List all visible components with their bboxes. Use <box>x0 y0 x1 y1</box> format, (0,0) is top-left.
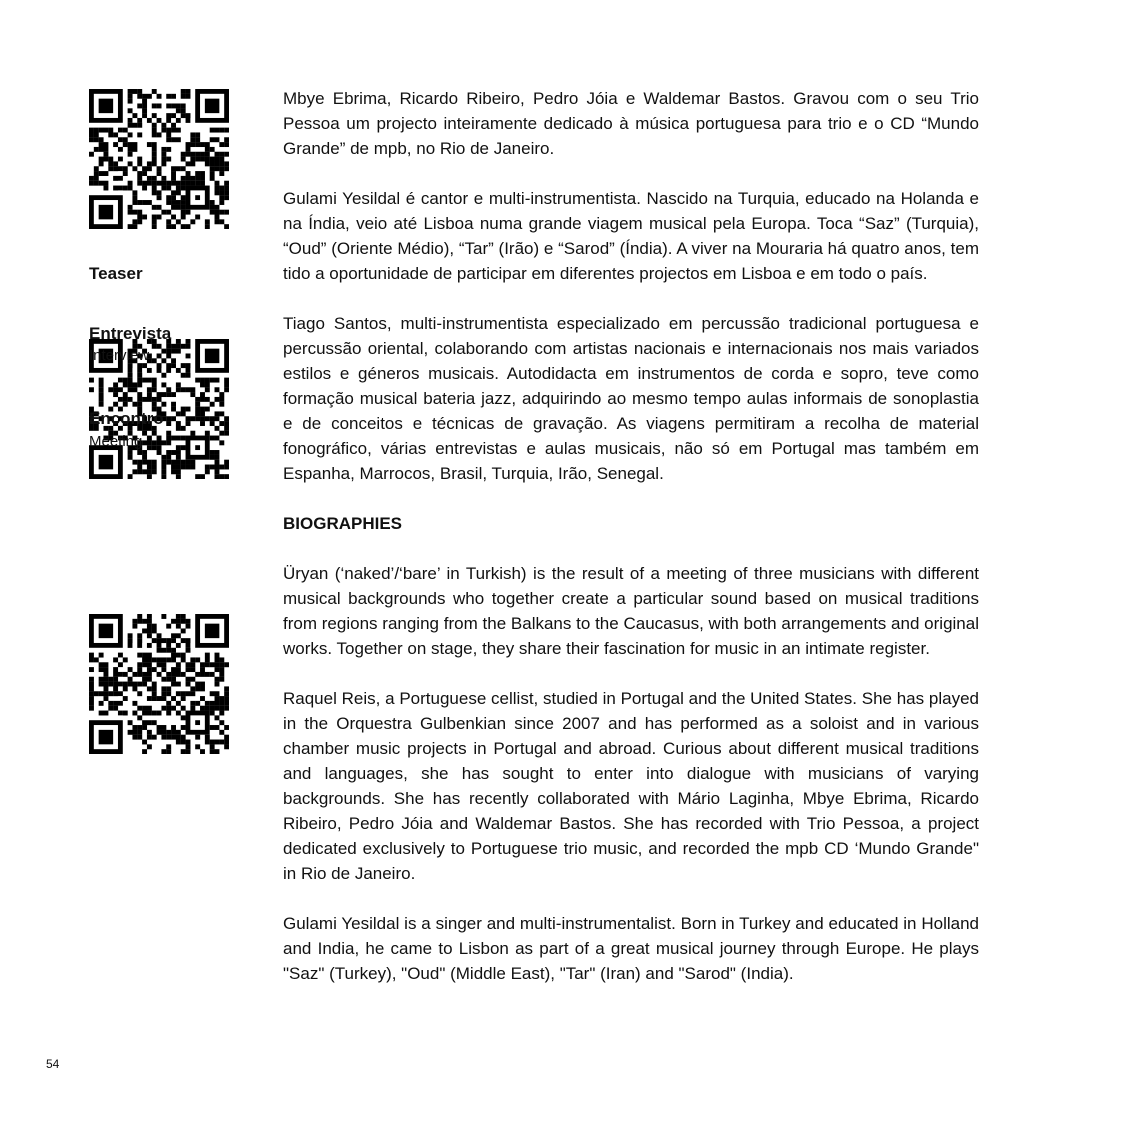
qr-label-teaser: Teaser <box>89 264 143 283</box>
paragraph-uryan-en: Üryan (‘naked’/‘bare’ in Turkish) is the result of a meeting of three musicians with different musical backgrounds who together create a particular sound based on musical traditions from regions ranging from the Balkans to the Caucasus, with both arrangements and original works. Together on stage, they share their fascination for music in an intimate register. <box>283 564 979 658</box>
qr-label-encontro: Encontro <box>89 409 164 428</box>
main-text-column <box>283 86 979 986</box>
qr-label-entrevista: Entrevista <box>89 324 172 343</box>
paragraph-tiago-pt: Tiago Santos, multi-instrumentista especializado em percussão tradicional portuguesa e percussão oriental, colaborando com artistas nacionais e internacionais nos mais variados estilos e géneros musicais. Autodidacta em instrumentos de corda e sopro, teve como formação musical bateria jazz, adquirindo ao mesmo tempo aulas informais de sonoplastia e de conceitos e técnicas de gravação. As viagens permitiram a recolha de material fonográfico, várias entrevistas e aulas musicais, não só em Portugal mas também em Espanha, Marrocos, Brasil, Turquia, Irão, Senegal. <box>283 314 979 483</box>
qr-sublabel-meeting: Meeting <box>89 433 143 450</box>
qr-code-biography[interactable] <box>89 614 229 754</box>
biographies-heading: BIOGRAPHIES <box>283 514 403 533</box>
page-number: 54 <box>46 1057 60 1071</box>
qr-code-teaser[interactable] <box>89 89 229 229</box>
paragraph-gulami-pt: Gulami Yesildal é cantor e multi-instrumentista. Nascido na Turquia, educado na Holanda e na Índia, veio até Lisboa numa grande viagem musical pela Europa. Toca “Saz” (Turquia), “Oud” (Oriente Médio), “Tar” (Irão) e “Sarod” (Índia). A viver na Mouraria há quatro anos, tem tido a oportunidade de participar em diferentes projectos em Lisboa e em todo o país. <box>283 189 979 283</box>
paragraph-gulami-en: Gulami Yesildal is a singer and multi-instrumentalist. Born in Turkey and educated in Holland and India, he came to Lisbon as part of a great musical journey through Europe. He plays "Saz" (Turkey), "Oud" (Middle East), "Tar" (Iran) and "Sarod" (India). <box>283 914 979 983</box>
paragraph-raquel-reis-pt-end: Mbye Ebrima, Ricardo Ribeiro, Pedro Jóia e Waldemar Bastos. Gravou com o seu Trio Pessoa um projecto inteiramente dedicado à música portuguesa para trio e o CD “Mundo Grande” de mpb, no Rio de Janeiro. <box>283 89 979 158</box>
qr-sublabel-interview: Interview <box>89 347 150 364</box>
paragraph-raquel-en: Raquel Reis, a Portuguese cellist, studied in Portugal and the United States. She has played in the Orquestra Gulbenkian since 2007 and has performed as a soloist and in various chamber music projects in Portugal and abroad. Curious about different musical traditions and languages, she has sought to enter into dialogue with musicians of varying backgrounds. She has recently collaborated with Mário Laginha, Mbye Ebrima, Ricardo Ribeiro, Pedro Jóia and Waldemar Bastos. She has recorded with Trio Pessoa, a project dedicated exclusively to Portuguese trio music, and recorded the mpb CD ‘Mundo Grande" in Rio de Janeiro. <box>283 689 979 883</box>
